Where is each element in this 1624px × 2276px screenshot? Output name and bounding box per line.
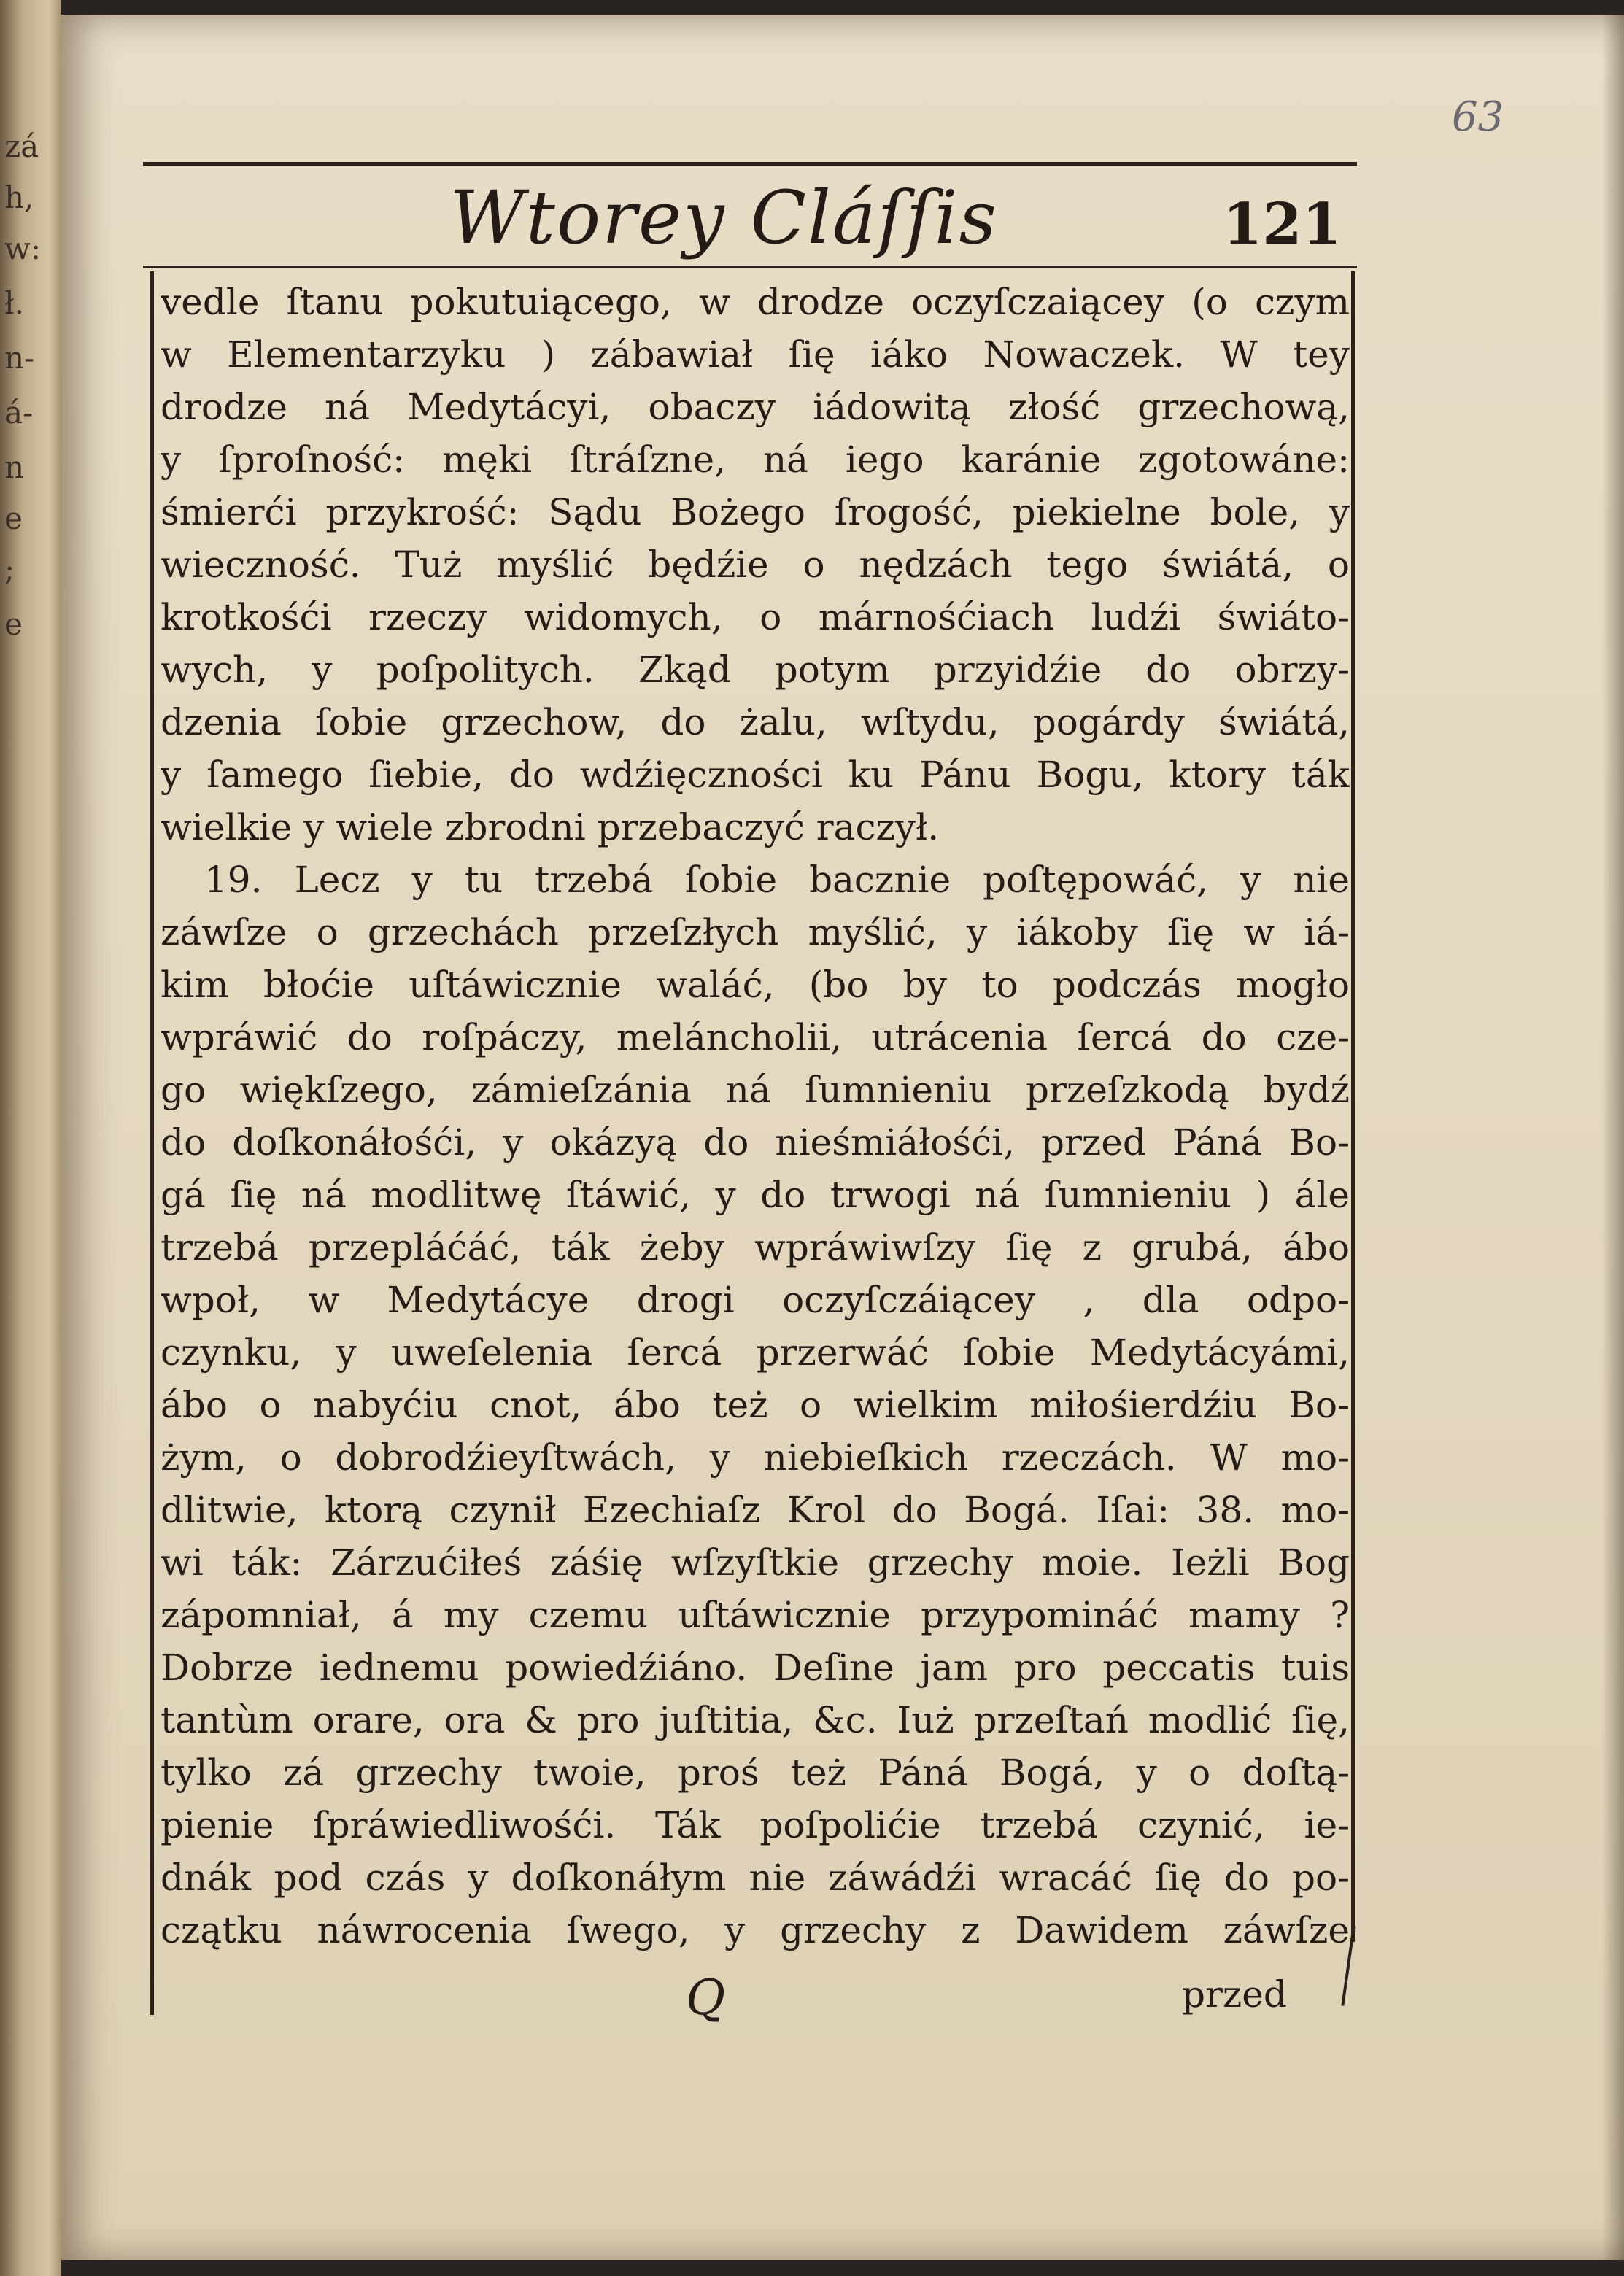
- margin-fragment: e: [4, 500, 23, 536]
- margin-fragment: n: [4, 449, 25, 485]
- text-line: czynku, y uweſelenia ſercá przerwáć ſobie Medytácyámi,: [161, 1331, 1350, 1374]
- text-frame-left: [150, 271, 154, 2015]
- folio-number: 63: [1452, 93, 1504, 141]
- catchword: przed: [1182, 1973, 1287, 2016]
- text-line: wpoł, w Medytácye drogi oczyſczáiącey , dla odpo-: [161, 1279, 1350, 1321]
- text-line: vedle ſtanu pokutuiącego, w drodze oczyſczaiącey (o czym: [161, 281, 1350, 323]
- text-line: drodze ná Medytácyi, obaczy iádowitą złość grzechową,: [161, 386, 1350, 428]
- left-page-edge: [0, 0, 61, 2276]
- text-line: gá ſię ná modlitwę ſtáwić, y do trwogi ná ſumnieniu ) ále: [161, 1174, 1350, 1216]
- text-line: dlitwie, ktorą czynił Ezechiaſz Krol do Bogá. Iſai: 38. mo-: [161, 1489, 1350, 1531]
- page-edge-shadow: [1602, 15, 1624, 2260]
- head-rule-bottom: [143, 266, 1357, 268]
- text-line: tantùm orare, ora & pro juſtitia, &c. Iuż przeſtań modlić ſię,: [161, 1699, 1350, 1741]
- text-line: wych, y poſpolitych. Zkąd potym przyidźie do obrzy-: [161, 649, 1350, 691]
- text-line: Dobrze iednemu powiedźiáno. Deſine jam pro peccatis tuis: [161, 1646, 1350, 1689]
- margin-fragment: ł.: [4, 285, 24, 321]
- text-line: y ſamego ſiebie, do wdźięczności ku Pánu Bogu, ktory ták: [161, 754, 1350, 796]
- text-frame-right: [1351, 271, 1355, 1942]
- margin-fragment: w:: [4, 231, 42, 266]
- text-line: dnák pod czás y doſkonáłym nie záwádźi wracáć ſię do po-: [161, 1857, 1350, 1899]
- body-text: [161, 276, 1350, 1956]
- text-line: dzenia ſobie grzechow, do żalu, wſtydu, pogárdy świátá,: [161, 701, 1350, 743]
- text-line: śmierći przykrość: Sądu Bożego ſrogość, piekielne bole, y: [161, 491, 1350, 533]
- text-line: trzebá przepláćáć, ták żeby wpráwiwſzy ſię z grubá, ábo: [161, 1226, 1350, 1269]
- head-rule-top: [143, 162, 1357, 166]
- margin-fragment: ;: [4, 551, 15, 587]
- text-line: wi ták: Zárzućiłeś záśię wſzyſtkie grzechy moie. Ieżli Bog: [161, 1541, 1350, 1584]
- margin-fragment: zá: [4, 128, 39, 164]
- text-line: żym, o dobrodźieyſtwách, y niebieſkich rzeczách. W mo-: [161, 1436, 1350, 1479]
- margin-fragment: h,: [4, 179, 34, 215]
- text-line: kim błoćie uſtáwicznie waláć, (bo by to podczás mogło: [161, 964, 1350, 1006]
- text-line: 19. Lecz y tu trzebá ſobie bacznie poſtępowáć, y nie: [204, 859, 1350, 901]
- text-line: go więkſzego, zámieſzánia ná ſumnieniu przeſzkodą bydź: [161, 1069, 1350, 1111]
- text-line: zápomniał, á my czemu uſtáwicznie przypomináć mamy ?: [161, 1594, 1350, 1636]
- text-line: wielkie y wiele zbrodni przebaczyć raczył.: [161, 806, 940, 848]
- text-line: wpráwić do roſpáczy, meláncholii, utrácenia ſercá do cze-: [161, 1016, 1350, 1058]
- text-line: krotkośći rzeczy widomych, o márnośćiach ludźi świáto-: [161, 596, 1350, 638]
- margin-fragment: á-: [4, 395, 34, 430]
- running-head: [143, 162, 1357, 271]
- text-line: wieczność. Tuż myślić będźie o nędzách tego świátá, o: [161, 543, 1350, 586]
- margin-fragment: e: [4, 606, 23, 642]
- running-title: Wtorey Cláſſis: [449, 175, 998, 260]
- text-line: tylko zá grzechy twoie, proś też Páná Bogá, y o doſtą-: [161, 1751, 1350, 1794]
- text-line: ábo o nabyćiu cnot, ábo też o wielkim miłośierdźiu Bo-: [161, 1384, 1350, 1426]
- text-line: w Elementarzyku ) zábawiał ſię iáko Nowaczek. W tey: [161, 333, 1350, 376]
- margin-fragment: n-: [4, 340, 35, 376]
- text-line: y ſproſność: męki ſtráſzne, ná iego karánie zgotowáne:: [161, 438, 1350, 481]
- text-line: pienie ſpráwiedliwośći. Ták poſpolićie trzebá czynić, ie-: [161, 1804, 1350, 1846]
- text-line: záwſze o grzechách przeſzłych myślić, y iákoby ſię w iá-: [161, 911, 1350, 953]
- signature-mark: Q: [686, 1970, 726, 2026]
- page-number: 121: [1223, 191, 1342, 258]
- text-line: do doſkonáłośći, y okázyą do nieśmiáłośći, przed Páná Bo-: [161, 1121, 1350, 1164]
- text-line: czątku náwrocenia ſwego, y grzechy z Dawidem záwſze: [161, 1909, 1350, 1951]
